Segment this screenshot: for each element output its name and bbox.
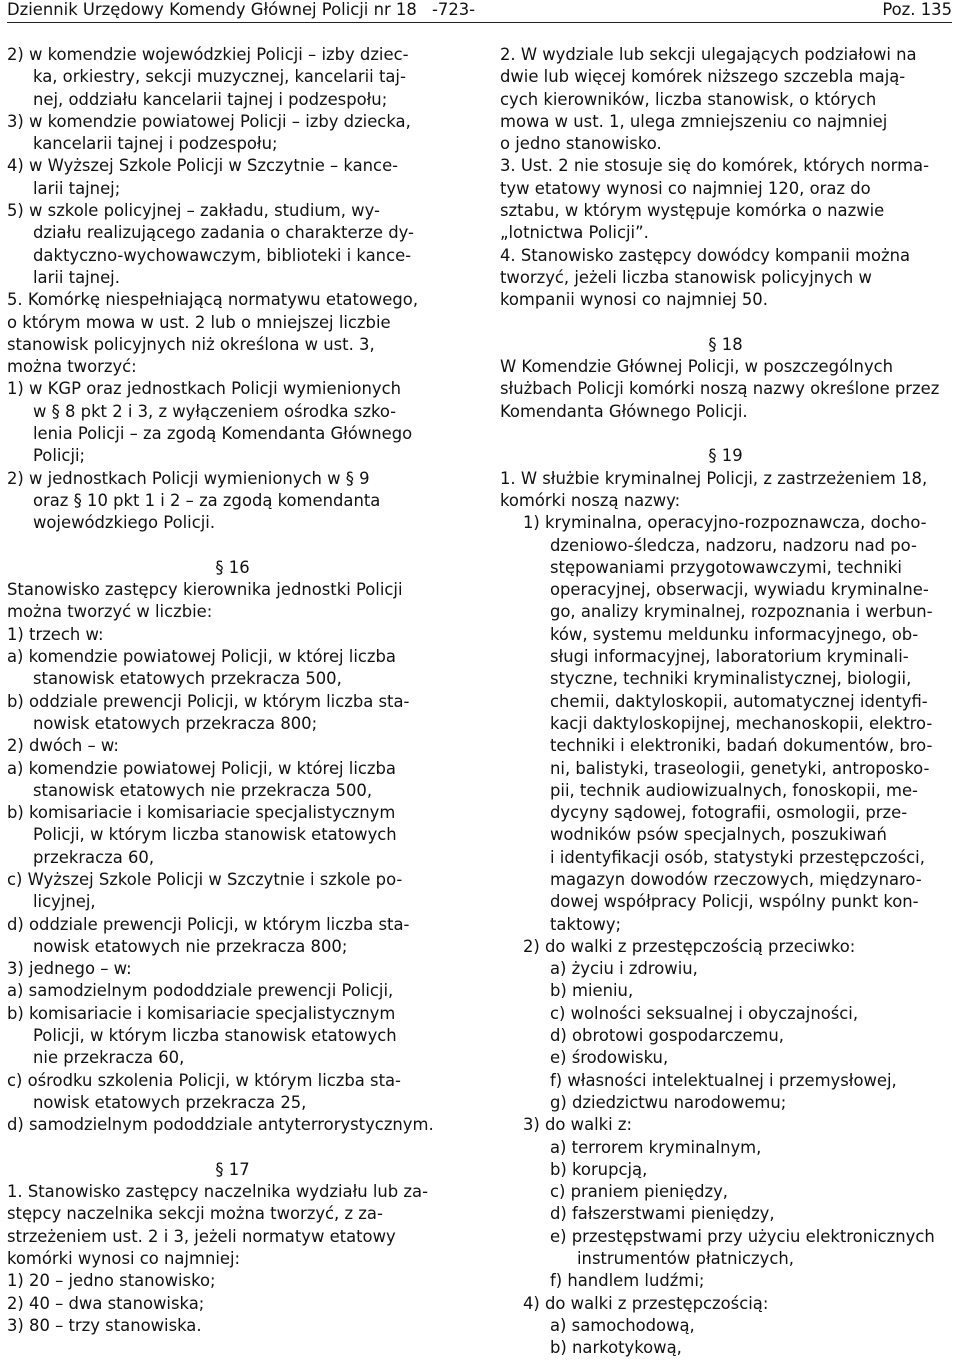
text-line: c) ośrodku szkolenia Policji, w którym liczba sta- [7, 1070, 401, 1090]
text-line: 4) w Wyższej Szkole Policji w Szczytnie – kance- [7, 156, 399, 176]
text-line: komórki noszą nazwy: [500, 490, 681, 510]
text-line: oraz § 10 pkt 1 i 2 – za zgodą komendanta [33, 490, 381, 510]
text-line: larii tajnej. [33, 267, 120, 287]
text-line: 1) w KGP oraz jednostkach Policji wymienionych [7, 379, 402, 399]
text-line: stanowisk etatowych nie przekracza 500, [33, 780, 373, 800]
text-line: 2) 40 – dwa stanowiska; [7, 1293, 205, 1313]
text-line: a) komendzie powiatowej Policji, w której liczba [7, 647, 396, 667]
text-line: wojewódzkiego Policji. [33, 513, 216, 533]
text-line: 1) kryminalna, operacyjno-rozpoznawcza, docho- [523, 513, 927, 533]
text-line: 2) do walki z przestępczością przeciwko: [523, 936, 856, 956]
text-line: styczne, techniki kryminalistycznej, biologii, [550, 669, 912, 689]
text-line: c) wolności seksualnej i obyczajności, [550, 1003, 859, 1023]
text-line: kompanii wynosi co najmniej 50. [500, 290, 768, 310]
text-line: lenia Policji – za zgodą Komendanta Głównego [33, 424, 413, 444]
text-line: dycyny sądowej, fotografii, osmologii, prze- [550, 803, 908, 823]
text-line: 1. W służbie kryminalnej Policji, z zastrzeżeniem 18, [500, 468, 928, 488]
text-line: i identyfikacji osób, statystyki przestępczości, [550, 847, 925, 867]
text-line: 3) do walki z: [523, 1115, 633, 1135]
position-number: Poz. 135 [882, 0, 952, 19]
text-line: wodników psów specjalnych, poszukiwań [550, 825, 887, 845]
text-line: larii tajnej; [33, 178, 121, 198]
text-line: g) dziedzictwu narodowemu; [550, 1092, 787, 1112]
text-line: taktowy; [550, 914, 622, 934]
text-line: nie przekracza 60, [33, 1048, 185, 1068]
text-line: stępowaniami przygotowawczymi, techniki [550, 557, 902, 577]
text-line: działu realizującego zadania o charakterze dy- [33, 223, 414, 243]
text-line: ka, orkiestry, sekcji muzycznej, kancelarii taj- [33, 67, 406, 87]
text-line: 3) w komendzie powiatowej Policji – izby dziecka, [7, 111, 411, 131]
text-line: go, analizy kryminalnej, rozpoznania i werbun- [550, 602, 933, 622]
text-line: pii, technik audiowizualnych, fonoskopii, me- [550, 780, 918, 800]
text-line: 3) 80 – trzy stanowiska. [7, 1315, 202, 1335]
text-line: magazyn dowodów rzeczowych, międzynaro- [550, 869, 922, 889]
text-line: b) komisariacie i komisariacie specjalistycznym [7, 803, 396, 823]
text-line: f) własności intelektualnej i przemysłowej, [550, 1070, 897, 1090]
text-line: a) komendzie powiatowej Policji, w której liczba [7, 758, 396, 778]
text-line: 2) dwóch – w: [7, 736, 119, 756]
text-line: „lotnictwa Policji”. [500, 223, 649, 243]
text-line: ni, balistyki, traseologii, genetyki, antroposko- [550, 758, 930, 778]
journal-name: Dziennik Urzędowy Komendy Głównej Policji nr 18 [7, 0, 417, 19]
text-line: przekracza 60, [33, 847, 155, 867]
text-line: można tworzyć w liczbie: [7, 602, 213, 622]
text-line: Policji, w którym liczba stanowisk etatowych [33, 1026, 397, 1046]
text-line: Komendanta Głównego Policji. [500, 401, 748, 421]
text-line: e) przestępstwami przy użyciu elektronicznych [550, 1226, 935, 1246]
text-line: licyjnej, [33, 892, 96, 912]
text-line: nowisk etatowych przekracza 800; [33, 713, 318, 733]
text-line: chemii, daktyloskopii, automatycznej identyfi- [550, 691, 928, 711]
text-line: 3. Ust. 2 nie stosuje się do komórek, których norma- [500, 156, 929, 176]
text-line: w § 8 pkt 2 i 3, z wyłączeniem ośrodka szko- [33, 401, 397, 421]
text-line: a) samochodową, [550, 1315, 695, 1335]
section-heading-17: § 17 [215, 1159, 250, 1179]
text-line: Policji; [33, 446, 86, 466]
text-line: nowisk etatowych przekracza 25, [33, 1092, 307, 1112]
page-header [7, 0, 952, 24]
text-line: d) samodzielnym pododdziale antyterrorystycznym. [7, 1115, 434, 1135]
text-line: d) oddziale prewencji Policji, w którym liczba sta- [7, 914, 410, 934]
text-line: techniki i elektroniki, badań dokumentów, bro- [550, 736, 933, 756]
text-line: stanowisk etatowych przekracza 500, [33, 669, 342, 689]
text-line: a) życiu i zdrowiu, [550, 959, 698, 979]
text-line: b) mieniu, [550, 981, 634, 1001]
text-line: 2) w komendzie wojewódzkiej Policji – izby dziec- [7, 45, 409, 64]
text-line: 2) w jednostkach Policji wymienionych w § 9 [7, 468, 370, 488]
text-line: nowisk etatowych nie przekracza 800; [33, 936, 348, 956]
section-heading-18: § 18 [708, 334, 743, 354]
journal-title [7, 0, 475, 20]
right-column [500, 44, 951, 1360]
text-line: 4. Stanowisko zastępcy dowódcy kompanii można [500, 245, 911, 265]
text-line: W Komendzie Głównej Policji, w poszczególnych [500, 357, 894, 377]
text-line: b) oddziale prewencji Policji, w którym liczba sta- [7, 691, 410, 711]
text-line: b) komisariacie i komisariacie specjalistycznym [7, 1003, 396, 1023]
text-line: e) środowisku, [550, 1048, 669, 1068]
text-line: o jedno stanowisko. [500, 134, 662, 154]
text-line: cych kierowników, liczba stanowisk, o których [500, 89, 877, 109]
text-line: 1) trzech w: [7, 624, 104, 644]
text-line: mowa w ust. 1, ulega zmniejszeniu co najmniej [500, 111, 888, 131]
text-line: instrumentów płatniczych, [577, 1249, 794, 1269]
text-line: stępcy naczelnika sekcji można tworzyć, z za- [7, 1204, 383, 1224]
section-heading-19: § 19 [708, 446, 743, 466]
text-line: a) terrorem kryminalnym, [550, 1137, 762, 1157]
text-line: tyw etatowy wynosi co najmniej 120, oraz do [500, 178, 871, 198]
text-line: 1. Stanowisko zastępcy naczelnika wydziału lub za- [7, 1182, 428, 1202]
text-line: sztabu, w którym występuje komórka o nazwie [500, 201, 885, 221]
text-line: f) handlem ludźmi; [550, 1271, 705, 1291]
text-line: b) narkotykową, [550, 1338, 682, 1358]
text-line: c) Wyższej Szkole Policji w Szczytnie i szkole po- [7, 869, 403, 889]
section-heading-16: § 16 [215, 557, 250, 577]
header-divider [7, 22, 952, 23]
page-number: -723- [431, 0, 476, 19]
text-line: dzeniowo-śledcza, nadzoru, nadzoru nad po- [550, 535, 917, 555]
text-line: dowej współpracy Policji, wspólny punkt kon- [550, 892, 919, 912]
text-line: Policji, w którym liczba stanowisk etatowych [33, 825, 397, 845]
text-line: komórki wynosi co najmniej: [7, 1249, 241, 1269]
text-line: 3) jednego – w: [7, 959, 132, 979]
text-line: daktyczno-wychowawczym, biblioteki i kance- [33, 245, 412, 265]
text-line: kacji daktyloskopijnej, mechanoskopii, elektro- [550, 713, 933, 733]
text-line: tworzyć, jeżeli liczba stanowisk policyjnych w [500, 267, 872, 287]
text-line: 1) 20 – jedno stanowisko; [7, 1271, 216, 1291]
text-line: Stanowisko zastępcy kierownika jednostki Policji [7, 580, 403, 600]
text-line: o którym mowa w ust. 2 lub o mniejszej liczbie [7, 312, 391, 332]
text-line: 5. Komórkę niespełniającą normatywu etatowego, [7, 290, 419, 310]
text-line: służbach Policji komórki noszą nazwy określone przez [500, 379, 940, 399]
text-line: 4) do walki z przestępczością: [523, 1293, 769, 1313]
text-line: można tworzyć: [7, 357, 137, 377]
text-line: 2. W wydziale lub sekcji ulegających podziałowi na [500, 45, 917, 64]
text-line: d) fałszerstwami pieniędzy, [550, 1204, 775, 1224]
text-line: nej, oddziału kancelarii tajnej i podzespołu; [33, 89, 388, 109]
text-line: a) samodzielnym pododdziale prewencji Policji, [7, 981, 394, 1001]
text-line: kancelarii tajnej i podzespołu; [33, 134, 278, 154]
text-line: b) korupcją, [550, 1159, 648, 1179]
text-line: strzeżeniem ust. 2 i 3, jeżeli normatyw etatowy [7, 1226, 396, 1246]
text-line: dwie lub więcej komórek niższego szczebla mają- [500, 67, 906, 87]
text-line: sługi informacyjnej, laboratorium kryminali- [550, 647, 909, 667]
text-line: d) obrotowi gospodarczemu, [550, 1026, 784, 1046]
text-line: 5) w szkole policyjnej – zakładu, studium, wy- [7, 201, 380, 221]
text-line: operacyjnej, obserwacji, wywiadu kryminalne- [550, 580, 929, 600]
left-column [7, 44, 458, 1337]
text-line: stanowisk policyjnych niż określona w ust. 3, [7, 334, 375, 354]
text-line: ków, systemu meldunku informacyjnego, ob- [550, 624, 919, 644]
text-line: c) praniem pieniędzy, [550, 1182, 728, 1202]
